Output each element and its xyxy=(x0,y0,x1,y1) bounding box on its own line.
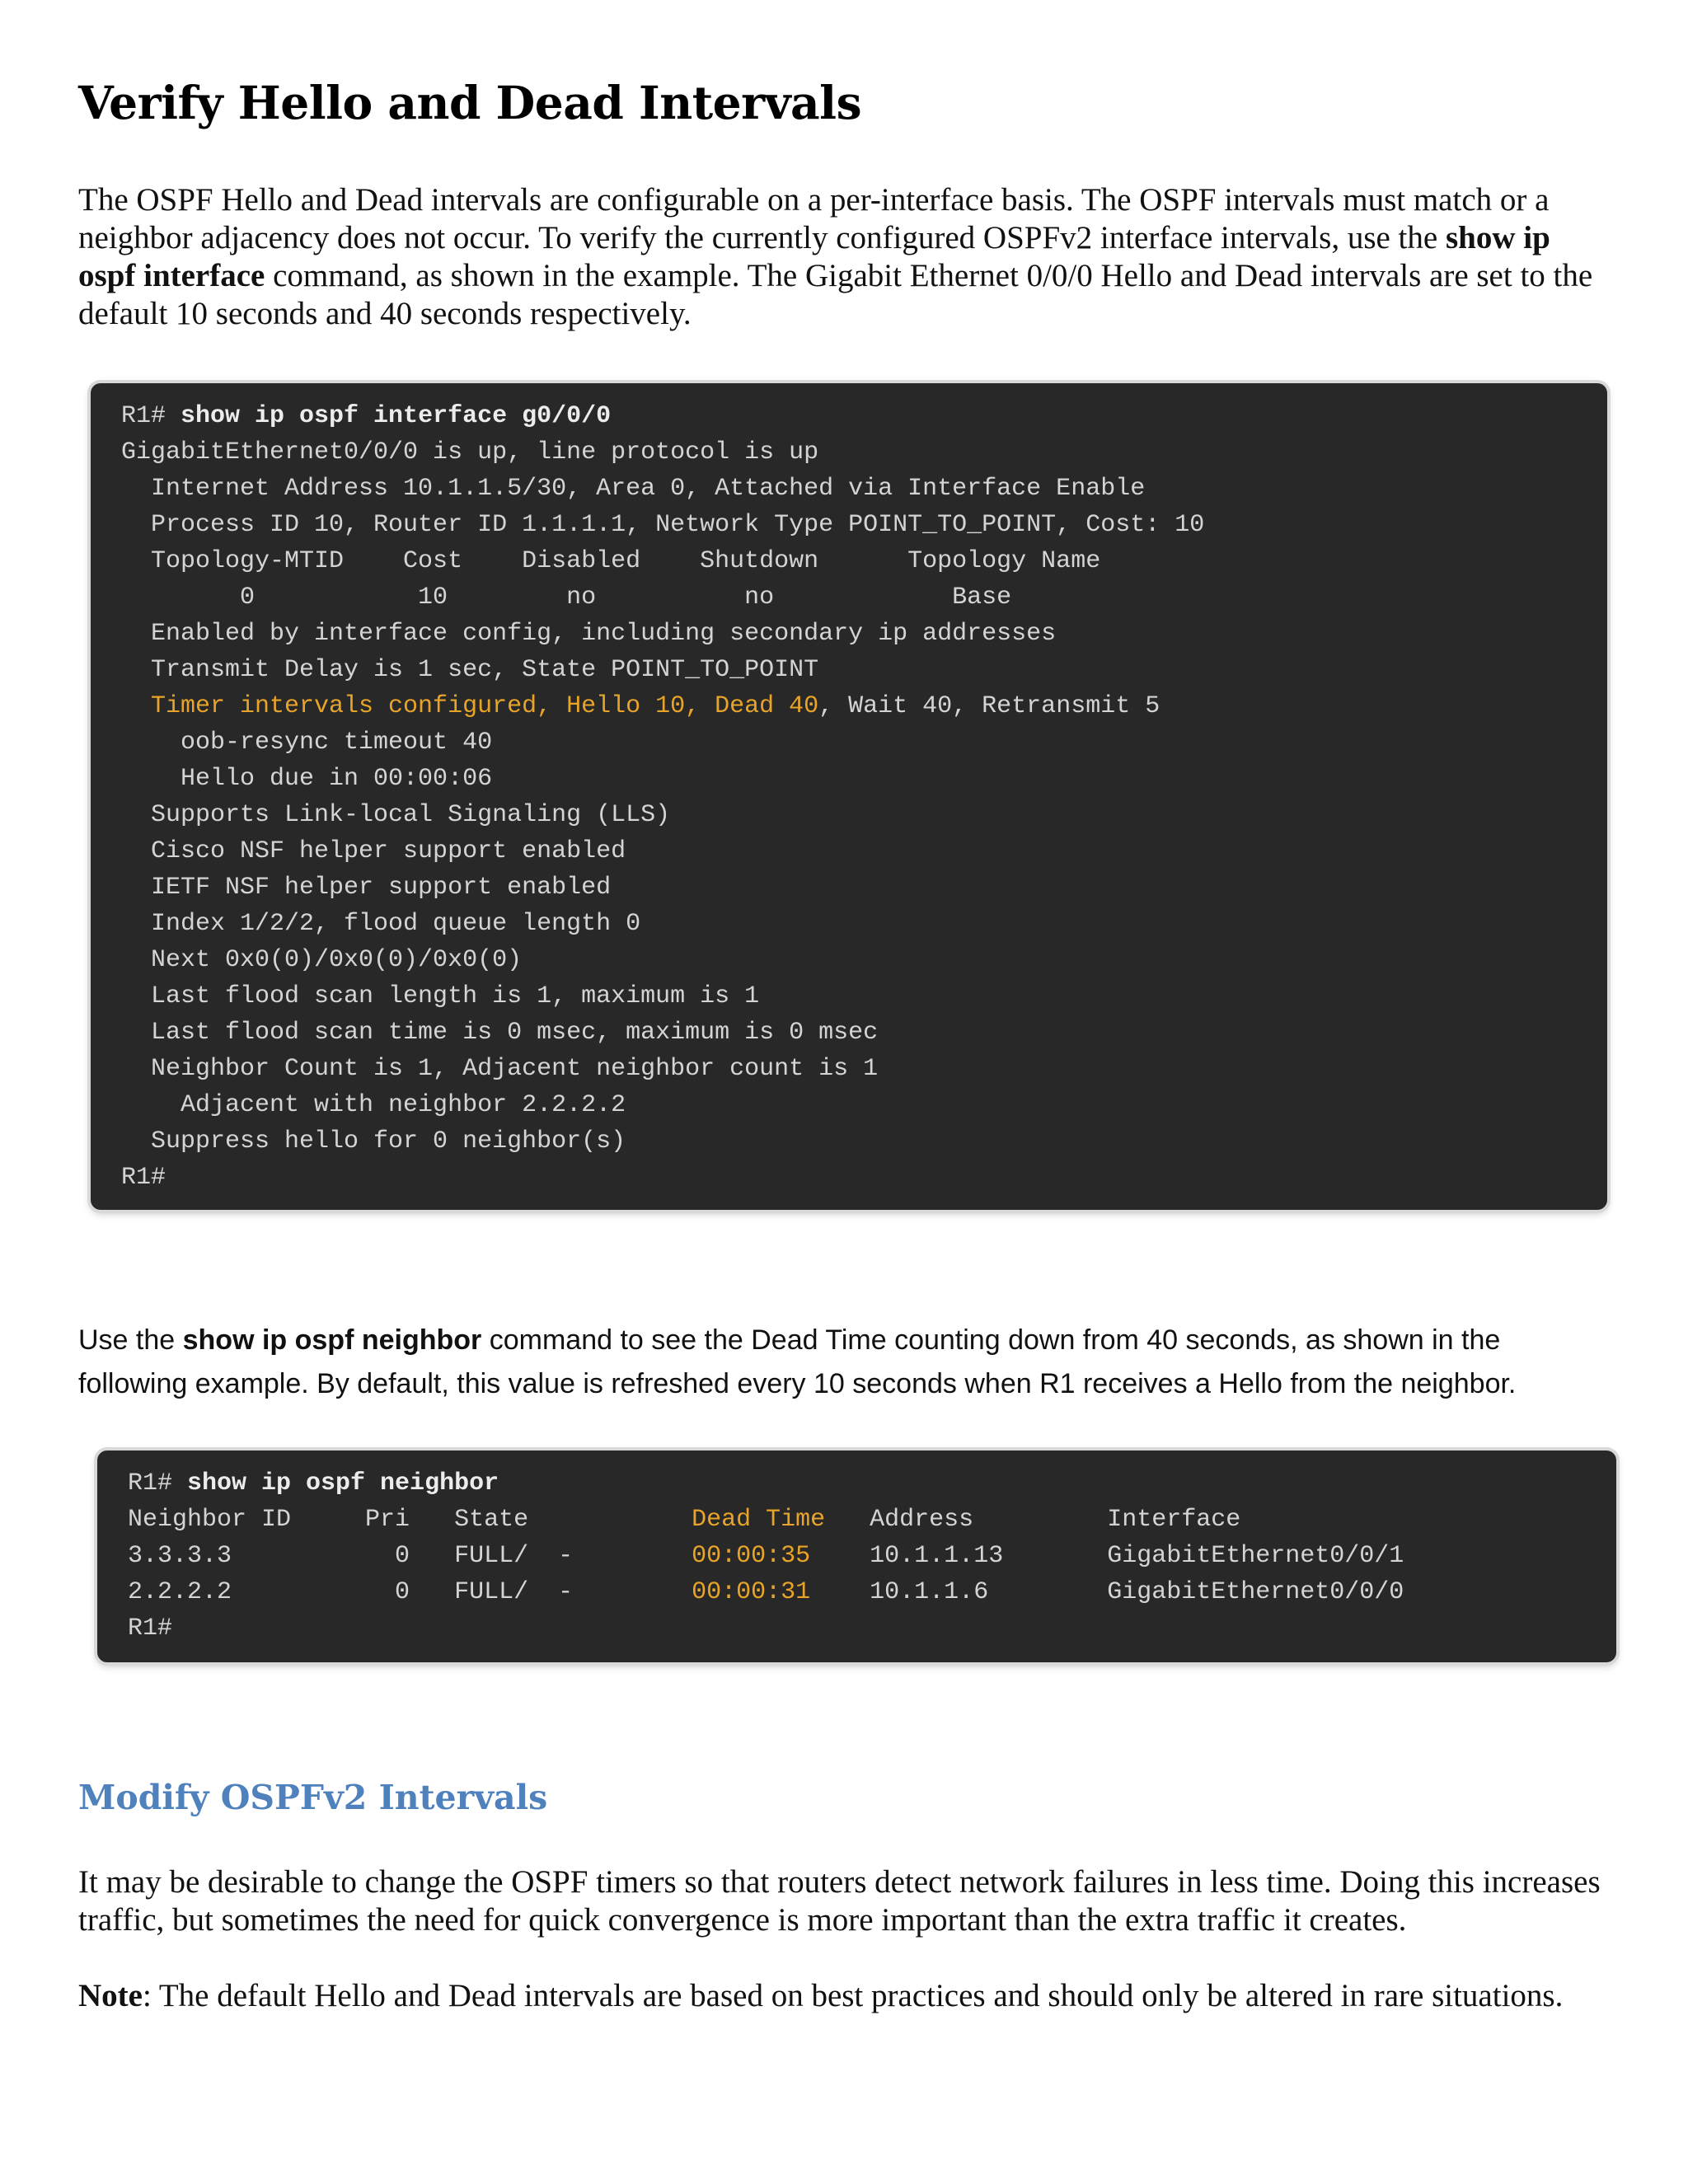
terminal-output-line: Last flood scan length is 1, maximum is 1 xyxy=(121,982,760,1010)
header-text: Neighbor ID Pri State xyxy=(128,1506,692,1534)
terminal-output-line: Next 0x0(0)/0x0(0)/0x0(0) xyxy=(121,946,523,974)
intro-command: show ip ospf interface xyxy=(78,220,1550,293)
neighbor-row-prefix: 3.3.3.3 0 FULL/ - xyxy=(128,1542,692,1570)
terminal-output-line: Hello due in 00:00:06 xyxy=(121,765,493,793)
terminal-neighbor-output xyxy=(97,1451,1616,1662)
prompt: R1# xyxy=(128,1469,188,1497)
neighbor-row-prefix: 2.2.2.2 0 FULL/ - xyxy=(128,1578,692,1606)
terminal-end-prompt: R1# xyxy=(128,1615,173,1643)
terminal-output-block-2 xyxy=(121,724,1607,1196)
terminal-output-line: Topology-MTID Cost Disabled Shutdown Topology Name xyxy=(121,547,1101,575)
note-paragraph xyxy=(78,1977,1611,2015)
middle-text-2: command to see the Dead Time counting down from 40 seconds, as shown in the following example. By default, this value is refreshed every 10 seconds when R1 receives a Hello from the neighbor. xyxy=(78,1324,1517,1399)
neighbor-table-rows xyxy=(128,1538,1616,1610)
terminal-command-line xyxy=(128,1465,1616,1502)
terminal-output-line: Neighbor Count is 1, Adjacent neighbor count is 1 xyxy=(121,1055,879,1083)
middle-text-1: Use the xyxy=(78,1324,183,1356)
terminal-output-line: Cisco NSF helper support enabled xyxy=(121,837,626,865)
timer-highlight: Timer intervals configured, Hello 10, Dead 40 xyxy=(121,692,819,720)
terminal-output-line: Process ID 10, Router ID 1.1.1.1, Network Type POINT_TO_POINT, Cost: 10 xyxy=(121,511,1205,539)
neighbor-row-suffix: 10.1.1.13 GigabitEthernet0/0/1 xyxy=(810,1542,1404,1570)
terminal-interface-output xyxy=(91,383,1607,1210)
terminal-timer-line xyxy=(121,688,1607,724)
note-label: Note xyxy=(78,1978,143,2013)
terminal-output-line: Enabled by interface config, including secondary ip addresses xyxy=(121,620,1057,648)
middle-command: show ip ospf neighbor xyxy=(182,1324,482,1356)
terminal-output-line: Internet Address 10.1.1.5/30, Area 0, Attached via Interface Enable xyxy=(121,475,1146,503)
terminal-command-line xyxy=(121,398,1607,434)
dead-time-value: 00:00:35 xyxy=(692,1542,811,1570)
header-text-rest: Address Interface xyxy=(825,1506,1241,1534)
command-text: show ip ospf neighbor xyxy=(187,1469,499,1497)
terminal-output-line: Adjacent with neighbor 2.2.2.2 xyxy=(121,1091,626,1119)
terminal-output-block xyxy=(121,434,1607,688)
page-title: Verify Hello and Dead Intervals xyxy=(78,76,862,129)
section-subheading: Modify OSPFv2 Intervals xyxy=(78,1778,548,1817)
intro-paragraph xyxy=(78,181,1611,333)
intro-text-1: The OSPF Hello and Dead intervals are configurable on a per-interface basis. The OSPF intervals must match or a neighbor adjacency does not occur. To verify the currently configured OSPFv2 interface intervals, use the xyxy=(78,182,1550,255)
note-text: : The default Hello and Dead intervals are based on best practices and should only be altered in rare situations. xyxy=(142,1978,1564,2013)
timer-rest: , Wait 40, Retransmit 5 xyxy=(818,692,1160,720)
terminal-output-line: Supports Link-local Signaling (LLS) xyxy=(121,801,671,829)
terminal-output-line: GigabitEthernet0/0/0 is up, line protocol is up xyxy=(121,438,819,466)
neighbor-table-header xyxy=(128,1502,1616,1538)
dead-time-header: Dead Time xyxy=(692,1506,826,1534)
terminal-output-line: Suppress hello for 0 neighbor(s) xyxy=(121,1127,626,1155)
terminal-output-line: Transmit Delay is 1 sec, State POINT_TO_POINT xyxy=(121,656,819,684)
dead-time-value: 00:00:31 xyxy=(692,1578,811,1606)
neighbor-row-suffix: 10.1.1.6 GigabitEthernet0/0/0 xyxy=(810,1578,1404,1606)
terminal-output-line: IETF NSF helper support enabled xyxy=(121,874,612,902)
terminal-output-line: oob-resync timeout 40 xyxy=(121,729,493,757)
terminal-output-line: Last flood scan time is 0 msec, maximum is 0 msec xyxy=(121,1019,879,1047)
timers-paragraph: It may be desirable to change the OSPF timers so that routers detect network failures in less time. Doing this increases traffic, but sometimes the need for quick convergence is more important than the extra traffic it creates. xyxy=(78,1864,1601,1938)
command-text: show ip ospf interface g0/0/0 xyxy=(181,402,612,430)
terminal-output-line: R1# xyxy=(121,1164,166,1192)
intro-text-2: command, as shown in the example. The Gigabit Ethernet 0/0/0 Hello and Dead intervals are set to the default 10 seconds and 40 seconds respectively. xyxy=(78,258,1593,331)
prompt: R1# xyxy=(121,402,181,430)
neighbor-row xyxy=(128,1574,1616,1610)
terminal-output-line: Index 1/2/2, flood queue length 0 xyxy=(121,910,641,938)
neighbor-paragraph xyxy=(78,1319,1611,1406)
neighbor-row xyxy=(128,1538,1616,1574)
terminal-output-line: 0 10 no no Base xyxy=(121,583,1012,612)
